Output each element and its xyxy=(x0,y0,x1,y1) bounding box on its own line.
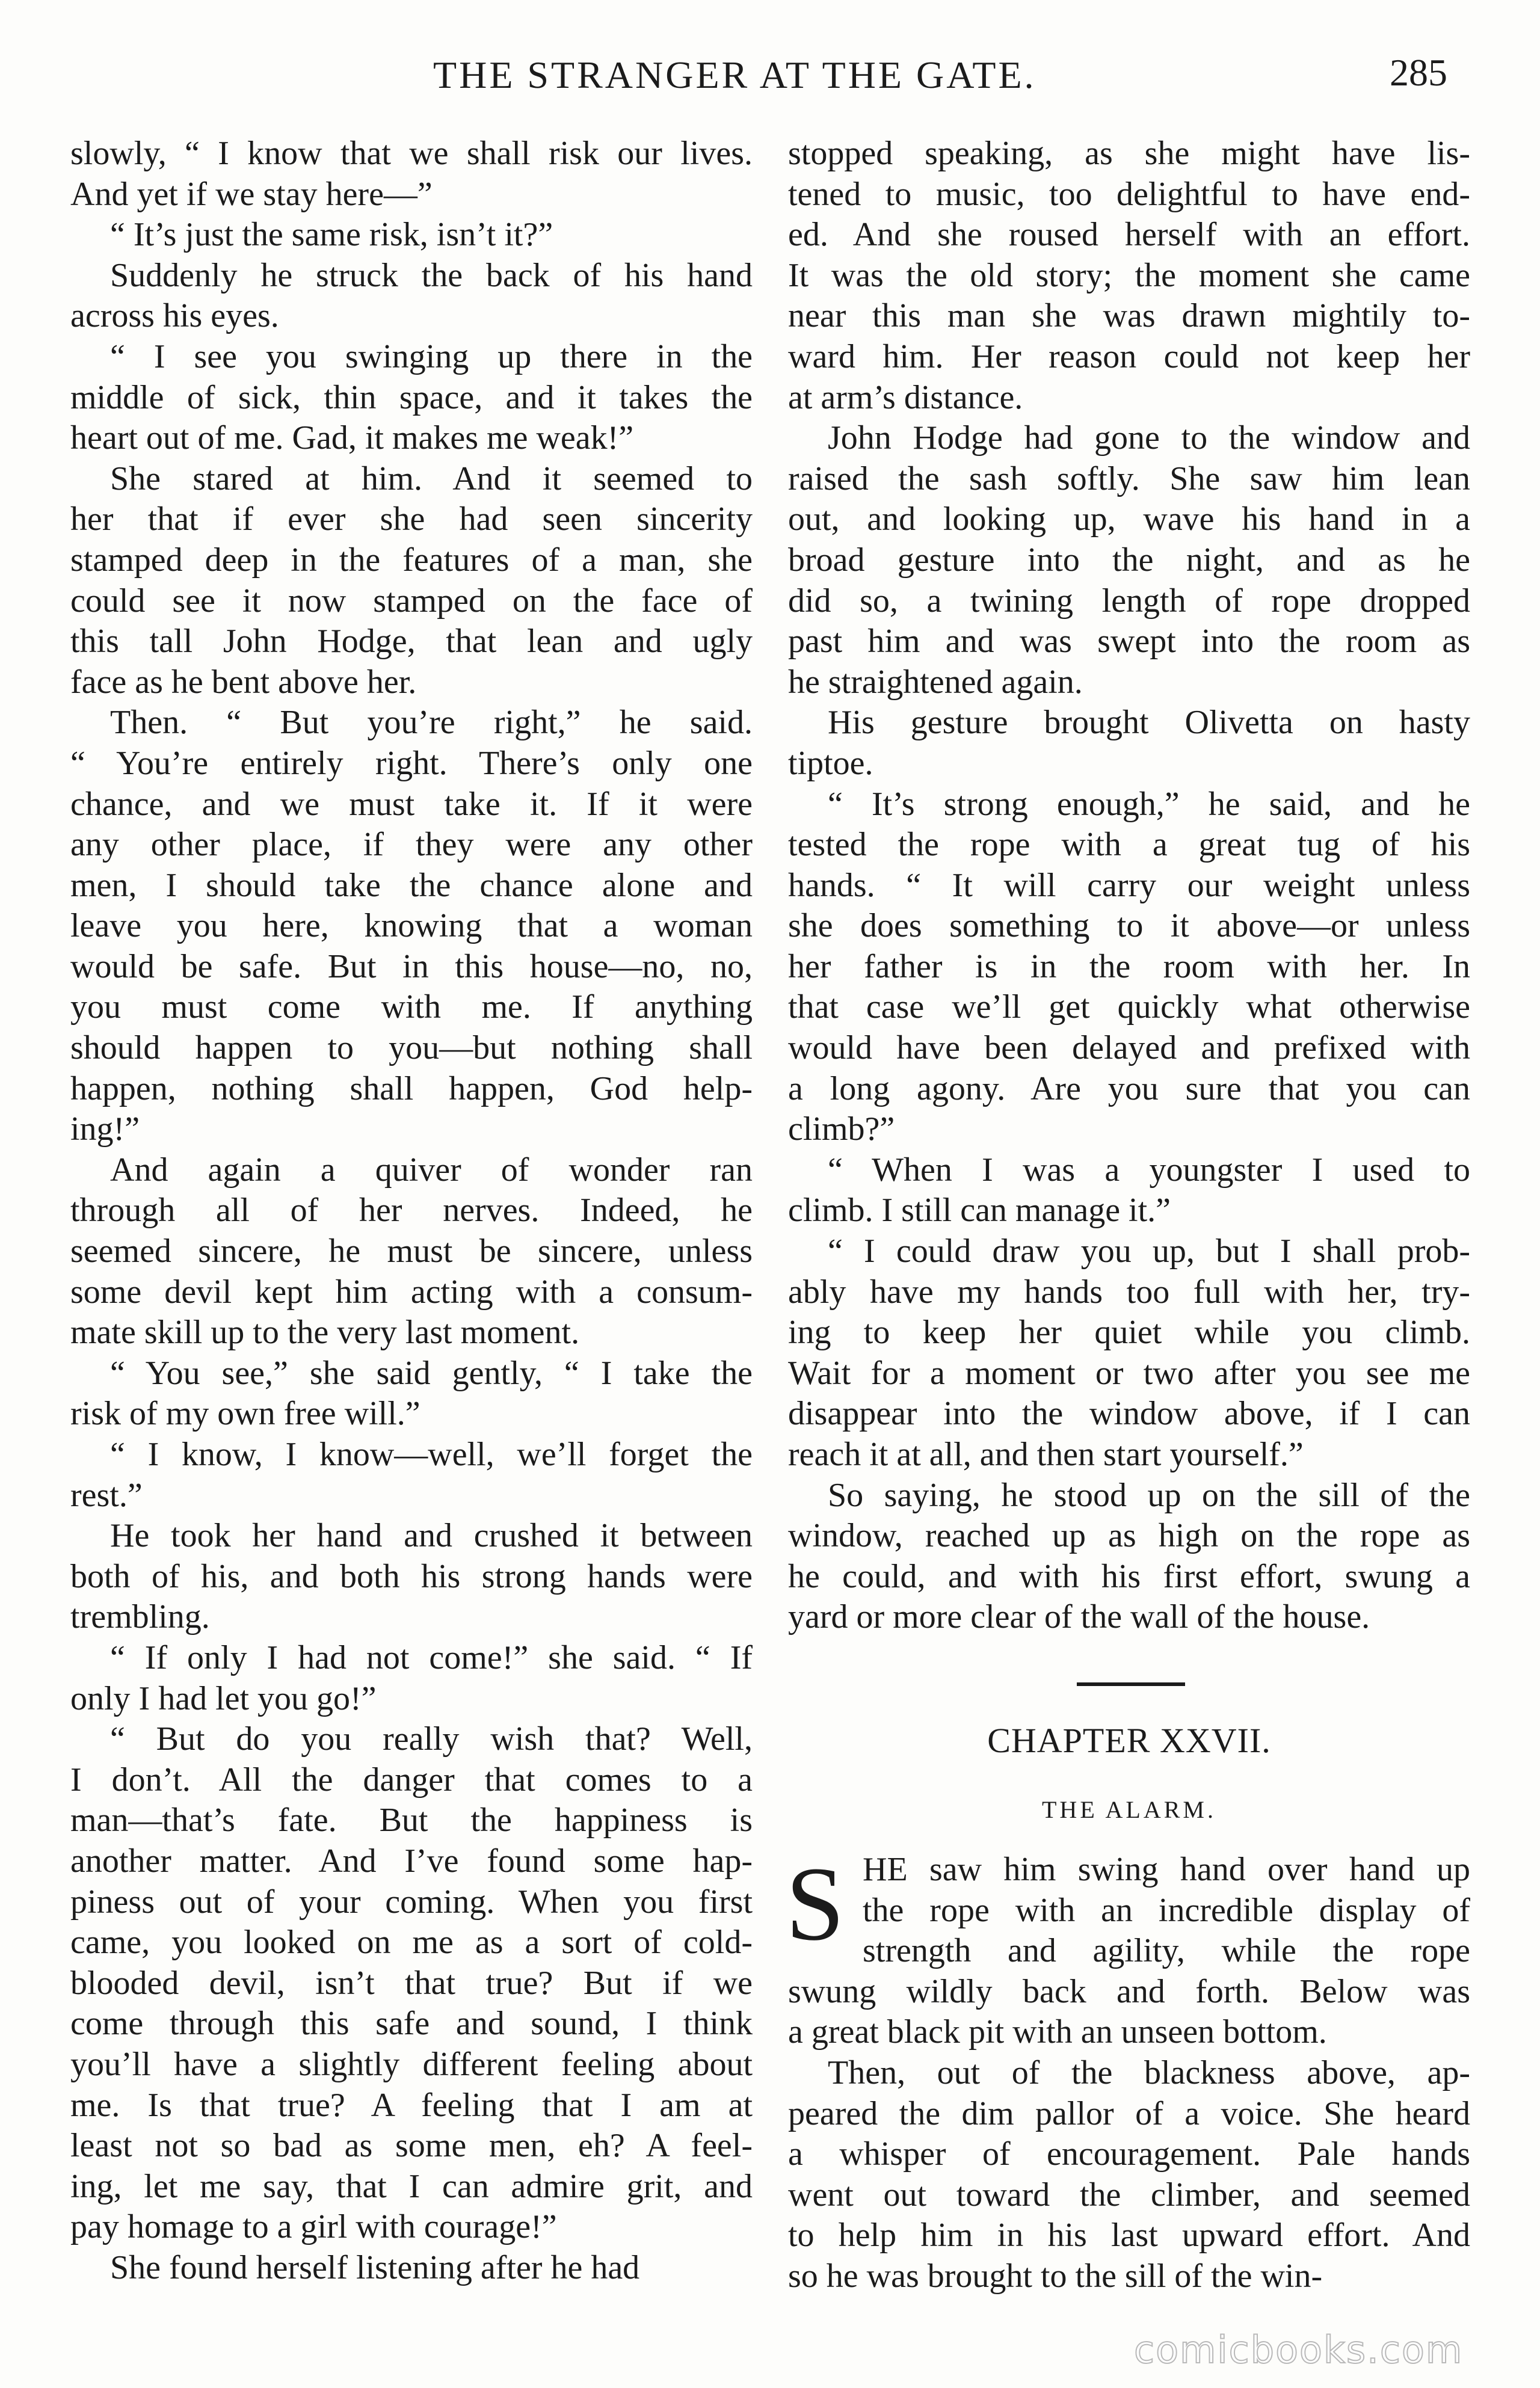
text-line: did so, a twining length of rope dropped xyxy=(788,582,1470,620)
text-line: “ When I was a youngster I used to xyxy=(828,1151,1470,1189)
text-line: “ You’re entirely right. There’s only one xyxy=(70,744,753,782)
running-head: THE STRANGER AT THE GATE. xyxy=(433,54,1036,96)
text-line: “ It’s just the same risk, isn’t it?” xyxy=(110,216,553,254)
text-line: So saying, he stood up on the sill of the xyxy=(828,1476,1470,1514)
text-line: me. Is that true? A feeling that I am at xyxy=(70,2086,753,2124)
chapter-text-column xyxy=(786,1845,1470,2297)
text-line: piness out of your coming. When you first xyxy=(70,1883,753,1921)
text-line: slowly, “ I know that we shall risk our lives. xyxy=(70,135,753,172)
page-number: 285 xyxy=(1390,51,1447,94)
text-line: “ It’s strong enough,” he said, and he xyxy=(828,785,1470,823)
text-line: climb. I still can manage it.” xyxy=(788,1192,1171,1229)
text-line: Then. “ But you’re right,” he said. xyxy=(110,704,753,742)
text-line: went out toward the climber, and seemed xyxy=(788,2176,1470,2214)
text-line: peared the dim pallor of a voice. She heard xyxy=(788,2094,1470,2132)
text-line: chance, and we must take it. If it were xyxy=(70,785,753,823)
text-line: stopped speaking, as she might have lis- xyxy=(788,135,1470,172)
text-line: I don’t. All the danger that comes to a xyxy=(70,1761,753,1799)
text-line: ably have my hands too full with her, try- xyxy=(788,1273,1470,1311)
text-line: rest.” xyxy=(70,1476,143,1514)
text-line: she does something to it above—or unless xyxy=(788,907,1470,945)
chapter-subtitle: THE ALARM. xyxy=(1042,1796,1216,1823)
text-line: HE saw him swing hand over hand up xyxy=(863,1851,1470,1888)
text-line: men, I should take the chance alone and xyxy=(70,866,753,904)
text-line: ing to keep her quiet while you climb. xyxy=(788,1314,1470,1352)
watermark: comicbooks.com xyxy=(1134,2328,1464,2372)
text-line: both of his, and both his strong hands were xyxy=(70,1557,753,1595)
text-line: this tall John Hodge, that lean and ugly xyxy=(70,623,753,660)
right-text-column xyxy=(788,134,1470,1638)
text-line: through all of her nerves. Indeed, he xyxy=(70,1192,753,1229)
text-line: would have been delayed and prefixed with xyxy=(788,1029,1470,1067)
text-line: disappear into the window above, if I can xyxy=(788,1395,1470,1433)
text-line: Then, out of the blackness above, ap- xyxy=(828,2054,1470,2091)
text-line: should happen to you—but nothing shall xyxy=(70,1029,753,1067)
text-line: happen, nothing shall happen, God help- xyxy=(70,1069,753,1107)
text-line: only I had let you go!” xyxy=(70,1679,377,1717)
text-line: you’ll have a slightly different feeling about xyxy=(70,2045,753,2083)
text-line: near this man she was drawn mightily to- xyxy=(788,297,1470,335)
text-line: stamped deep in the features of a man, she xyxy=(70,541,753,579)
text-line: that case we’ll get quickly what otherwise xyxy=(788,988,1470,1026)
text-line: “ But do you really wish that? Well, xyxy=(110,1720,753,1758)
text-line: risk of my own free will.” xyxy=(70,1395,420,1433)
text-line: ing, let me say, that I can admire grit, and xyxy=(70,2167,753,2205)
text-line: John Hodge had gone to the window and xyxy=(828,419,1470,457)
text-line: She found herself listening after he had xyxy=(110,2248,640,2286)
text-line: “ If only I had not come!” she said. “ If xyxy=(110,1639,753,1676)
text-line: “ I see you swinging up there in the xyxy=(110,337,753,375)
text-line: It was the old story; the moment she came xyxy=(788,256,1470,294)
text-line: leave you here, knowing that a woman xyxy=(70,907,753,945)
text-line: middle of sick, thin space, and it takes the xyxy=(70,378,753,416)
text-line: across his eyes. xyxy=(70,297,279,335)
left-text-column xyxy=(70,134,753,2288)
text-line: could see it now stamped on the face of xyxy=(70,582,753,620)
text-line: tested the rope with a great tug of his xyxy=(788,826,1470,864)
text-line: to help him in his last upward effort. And xyxy=(788,2217,1470,2254)
text-line: And yet if we stay here—” xyxy=(70,175,433,213)
text-line: swung wildly back and forth. Below was xyxy=(788,1972,1470,2010)
text-line: would be safe. But in this house—no, no, xyxy=(70,947,753,985)
chapter-title: CHAPTER XXVII. xyxy=(987,1721,1271,1760)
text-line: another matter. And I’ve found some hap- xyxy=(70,1842,753,1880)
text-line: blooded devil, isn’t that true? But if we xyxy=(70,1964,753,2002)
text-line: a great black pit with an unseen bottom. xyxy=(788,2013,1327,2051)
text-line: Wait for a moment or two after you see me xyxy=(788,1354,1470,1392)
text-line: some devil kept him acting with a consum- xyxy=(70,1273,753,1311)
text-line: came, you looked on me as a sort of cold- xyxy=(70,1924,753,1962)
text-line: pay homage to a girl with courage!” xyxy=(70,2208,557,2246)
text-line: She stared at him. And it seemed to xyxy=(110,460,753,497)
text-line: face as he bent above her. xyxy=(70,663,417,701)
text-line: He took her hand and crushed it between xyxy=(110,1517,753,1555)
text-line: he straightened again. xyxy=(788,663,1083,701)
text-line: any other place, if they were any other xyxy=(70,826,753,864)
text-line: trembling. xyxy=(70,1598,210,1636)
text-line: And again a quiver of wonder ran xyxy=(110,1151,753,1189)
text-line: window, reached up as high on the rope as xyxy=(788,1517,1470,1555)
drop-cap-letter: S xyxy=(786,1845,845,1963)
text-line: yard or more clear of the wall of the house. xyxy=(788,1598,1370,1636)
text-line: at arm’s distance. xyxy=(788,378,1023,416)
text-line: broad gesture into the night, and as he xyxy=(788,541,1470,579)
text-line: reach it at all, and then start yourself.” xyxy=(788,1436,1304,1473)
text-line: hands. “ It will carry our weight unless xyxy=(788,866,1470,904)
text-line: past him and was swept into the room as xyxy=(788,623,1470,660)
text-line: her father is in the room with her. In xyxy=(788,947,1470,985)
text-line: you must come with me. If anything xyxy=(70,988,753,1026)
text-line: raised the sash softly. She saw him lean xyxy=(788,460,1470,497)
text-line: come through this safe and sound, I think xyxy=(70,2005,753,2043)
text-line: heart out of me. Gad, it makes me weak!” xyxy=(70,419,634,457)
text-line: tiptoe. xyxy=(788,744,873,782)
text-line: a long agony. Are you sure that you can xyxy=(788,1069,1470,1107)
text-line: “ I could draw you up, but I shall prob- xyxy=(828,1232,1470,1270)
section-divider-rule xyxy=(1077,1682,1185,1686)
text-line: mate skill up to the very last moment. xyxy=(70,1314,580,1352)
text-line: ward him. Her reason could not keep her xyxy=(788,337,1470,375)
text-line: so he was brought to the sill of the win- xyxy=(788,2257,1323,2295)
text-line: “ You see,” she said gently, “ I take the xyxy=(110,1354,753,1392)
text-line: strength and agility, while the rope xyxy=(863,1932,1470,1970)
text-line: His gesture brought Olivetta on hasty xyxy=(828,704,1470,742)
text-line: “ I know, I know—well, we’ll forget the xyxy=(110,1436,753,1473)
text-line: Suddenly he struck the back of his hand xyxy=(110,256,753,294)
text-line: the rope with an incredible display of xyxy=(863,1891,1470,1929)
text-line: out, and looking up, wave his hand in a xyxy=(788,500,1470,538)
text-line: he could, and with his first effort, swung a xyxy=(788,1557,1470,1595)
text-line: seemed sincere, he must be sincere, unless xyxy=(70,1232,753,1270)
text-line: man—that’s fate. But the happiness is xyxy=(70,1802,753,1839)
text-line: a whisper of encouragement. Pale hands xyxy=(788,2135,1470,2173)
text-line: ed. And she roused herself with an effort. xyxy=(788,216,1470,254)
text-line: tened to music, too delightful to have end- xyxy=(788,175,1470,213)
text-line: least not so bad as some men, eh? A feel- xyxy=(70,2127,753,2165)
text-line: her that if ever she had seen sincerity xyxy=(70,500,753,538)
text-line: climb?” xyxy=(788,1110,895,1148)
text-line: ing!” xyxy=(70,1110,140,1148)
